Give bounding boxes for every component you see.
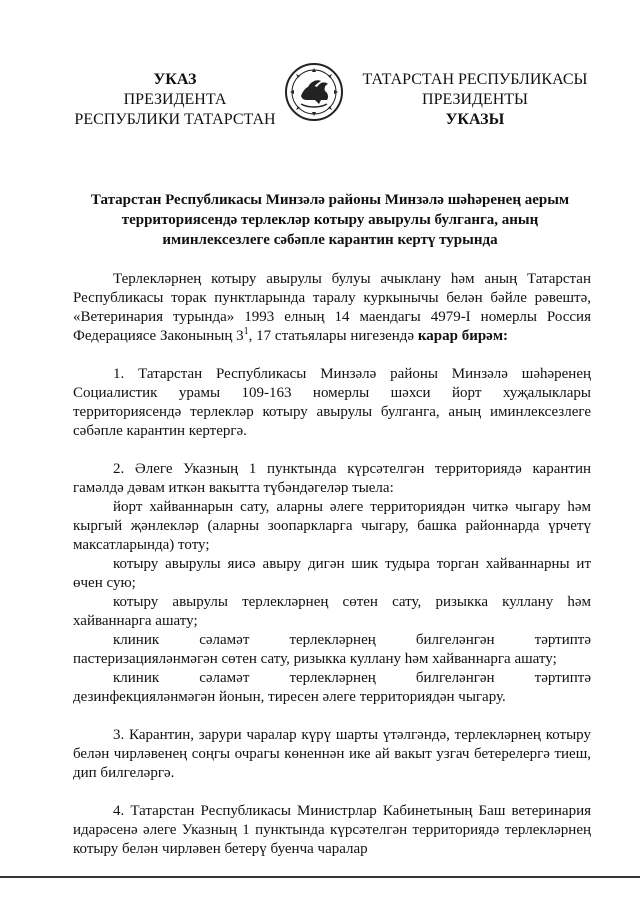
header-tatar (360, 70, 590, 130)
preamble-paragraph (73, 270, 591, 346)
preamble-text: Терлекләрнең котыру авырулы булуы ачыклану һәм аның Татарстан Республикасы торак пунктларында таралу куркынычы белән бәйле рәвештә, «Ветеринария турында» 1993 елның 14 маендагы 4979-I номерлы Россия Федерациясе Законының 3 (73, 271, 591, 344)
header-right-line-2: ПРЕЗИДЕНТЫ (422, 91, 528, 108)
header-left-line-1: УКАЗ (153, 71, 197, 88)
item-1: 1. Татарстан Республикасы Минзәлә районы Минзәлә шәһәренең Социалистик урамы 109-163 номерлы шәхси йорт хуҗалыклары территориясендә терлекләр котыру авырулы булганга, аның иминлексезлеге сәбәпле карантин кертергә. (73, 366, 591, 439)
item-2-b: котыру авырулы яисә авыру дигән шик тудыра торган хайваннарны ит өчен сую; (73, 556, 591, 591)
item-2-c: котыру авырулы терлекләрнең сөтен сату, ризыкка куллану һәм хайваннарга ашату; (73, 594, 591, 629)
header-right-line-1: ТАТАРСТАН РЕСПУБЛИКАСЫ (362, 71, 588, 88)
page-bottom-rule (0, 876, 640, 878)
header-right-line-3: УКАЗЫ (445, 111, 505, 128)
item-2-a: йорт хайваннарын сату, аларны әлеге территориядән читкә чыгару һәм кыргый җәнлекләр (аларны зоопаркларга чыгару, башка районнарда үрчетү максатларында) тоту; (73, 499, 591, 553)
item-2-e: клиник сәламәт терлекләрнең билгеләнгән тәртиптә дезинфекцияләнмәгән йонын, тиресен әлеге территориядән чыгару. (73, 670, 591, 705)
item-3: 3. Карантин, зарури чаралар күрү шарты үтәлгәндә, терлекләрнең котыру белән чирләвенең соңгы очрагы көненнән ике ай вакыт узгач бетерелергә тиеш, дип билгеләргә. (73, 727, 591, 781)
document-body (73, 270, 591, 859)
header-russian (70, 70, 280, 130)
preamble-decision: карар бирәм: (417, 328, 509, 344)
header-left-line-2: ПРЕЗИДЕНТА (123, 91, 227, 108)
document-title: Татарстан Республикасы Минзәлә районы Минзәлә шәһәренең аерым территориясендә терлекләр котыру авырулы булганга, аның иминлексезлегe сәбәпле карантин кертү турында (90, 192, 570, 248)
item-2-intro: 2. Әлеге Указның 1 пунктында күрсәтелгән территориядә карантин гамәлдә дәвам иткән вакытта түбәндәгеләр тыела: (73, 461, 591, 496)
item-4: 4. Татарстан Республикасы Министрлар Кабинетының Баш ветеринария идарәсенә әлеге Указның 1 пунктында күрсәтелгән территориядә терлекләрнең котыру белән чирләвен бетерү буенча чаралар (73, 803, 591, 857)
preamble-text-cont: , 17 статьялары нигезендә (248, 328, 418, 344)
tatarstan-emblem-icon (284, 62, 344, 122)
preamble-superscript: 1 (243, 326, 249, 337)
item-2-d: клиник сәламәт терлекләрнең билгеләнгән тәртиптә пастеризацияләнмәгән сөтен сату, ризыкка куллану һәм хайваннарга ашату; (73, 632, 591, 667)
header-left-line-3: РЕСПУБЛИКИ ТАТАРСТАН (74, 111, 276, 128)
